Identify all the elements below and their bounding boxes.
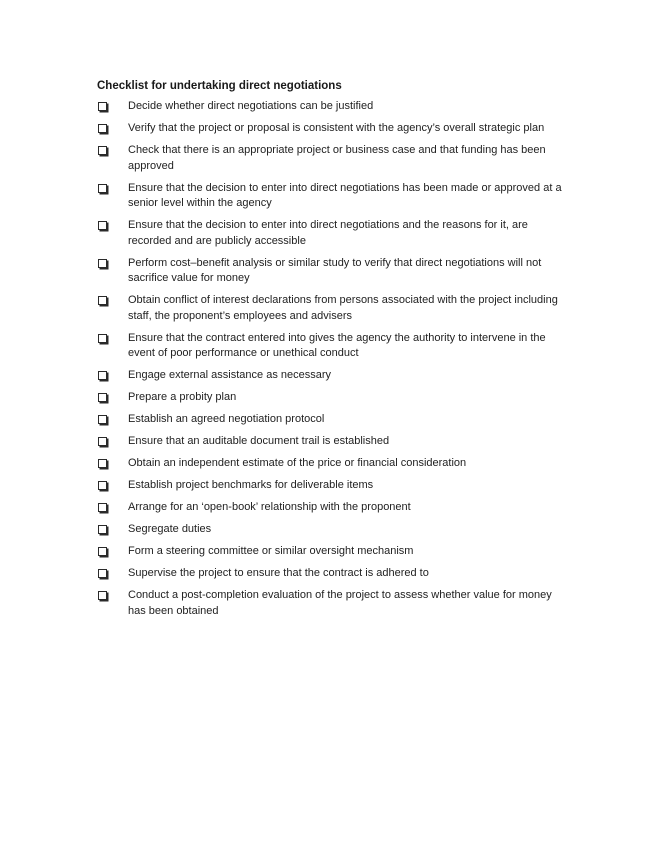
- checklist-item: [0, 412, 662, 428]
- checkbox-icon: [98, 221, 107, 230]
- checklist-item-text: Check that there is an appropriate project or business case and that funding has been approved: [128, 144, 546, 172]
- checklist-item-text: Arrange for an ‘open-book’ relationship with the proponent: [128, 501, 411, 513]
- checklist-item: [0, 99, 662, 115]
- checkbox-icon: [98, 259, 107, 268]
- checklist-item-text: Conduct a post-completion evaluation of the project to assess whether value for money has been obtained: [128, 589, 552, 617]
- checklist-item-text: Establish an agreed negotiation protocol: [128, 413, 325, 425]
- checkbox-icon: [98, 296, 107, 305]
- checkbox-icon: [98, 547, 107, 556]
- checklist-item: [0, 500, 662, 516]
- checklist-item: [0, 121, 662, 137]
- checklist-item: [0, 293, 662, 324]
- checkbox-icon: [98, 481, 107, 490]
- checklist-item: [0, 331, 662, 362]
- checkbox-icon: [98, 371, 107, 380]
- checklist-item-text: Engage external assistance as necessary: [128, 369, 332, 381]
- checkbox-icon: [98, 124, 107, 133]
- checklist-item: [0, 368, 662, 384]
- checklist-item-text: Ensure that the contract entered into gives the agency the authority to intervene in the event of poor performance or unethical conduct: [128, 331, 546, 359]
- checklist-item: [0, 143, 662, 174]
- checklist-item: [0, 588, 662, 619]
- checklist-item-text: Prepare a probity plan: [128, 391, 237, 403]
- checklist-item: [0, 390, 662, 406]
- checklist-item-text: Ensure that the decision to enter into direct negotiations has been made or approved at a senior level within the agency: [128, 181, 562, 209]
- checklist-item: [0, 478, 662, 494]
- checklist-item-text: Obtain conflict of interest declarations from persons associated with the project including staff, the proponent’s employees and advisers: [128, 294, 558, 322]
- checklist-item-text: Ensure that an auditable document trail is established: [128, 435, 390, 447]
- checklist-item: [0, 566, 662, 582]
- checklist-item: [0, 218, 662, 249]
- checkbox-icon: [98, 393, 107, 402]
- checklist-item: [0, 456, 662, 472]
- checklist-item: [0, 522, 662, 538]
- checklist-item: [0, 434, 662, 450]
- checkbox-icon: [98, 503, 107, 512]
- checklist-item-text: Verify that the project or proposal is consistent with the agency’s overall strategic plan: [128, 122, 545, 134]
- checkbox-icon: [98, 415, 107, 424]
- checklist-item-text: Supervise the project to ensure that the contract is adhered to: [128, 567, 429, 579]
- checkbox-icon: [98, 437, 107, 446]
- checklist-item-text: Establish project benchmarks for deliverable items: [128, 479, 374, 491]
- checklist-item-text: Obtain an independent estimate of the price or financial consideration: [128, 457, 467, 469]
- checkbox-icon: [98, 184, 107, 193]
- checklist-item-text: Segregate duties: [128, 523, 212, 535]
- checklist-item: [0, 181, 662, 212]
- checklist-heading: Checklist for undertaking direct negotiations: [97, 80, 342, 92]
- checkbox-icon: [98, 525, 107, 534]
- checkbox-icon: [98, 591, 107, 600]
- checklist-item-text: Decide whether direct negotiations can be justified: [128, 100, 374, 112]
- checklist-item-text: Form a steering committee or similar oversight mechanism: [128, 545, 414, 557]
- checklist-item-text: Ensure that the decision to enter into direct negotiations and the reasons for it, are recorded and are publicly accessible: [128, 219, 528, 247]
- checkbox-icon: [98, 459, 107, 468]
- checkbox-icon: [98, 146, 107, 155]
- checkbox-icon: [98, 334, 107, 343]
- checklist-item: [0, 544, 662, 560]
- checklist-item: [0, 256, 662, 287]
- checklist: [0, 99, 662, 626]
- checkbox-icon: [98, 102, 107, 111]
- checkbox-icon: [98, 569, 107, 578]
- checklist-item-text: Perform cost–benefit analysis or similar study to verify that direct negotiations will not sacrifice value for money: [128, 256, 542, 284]
